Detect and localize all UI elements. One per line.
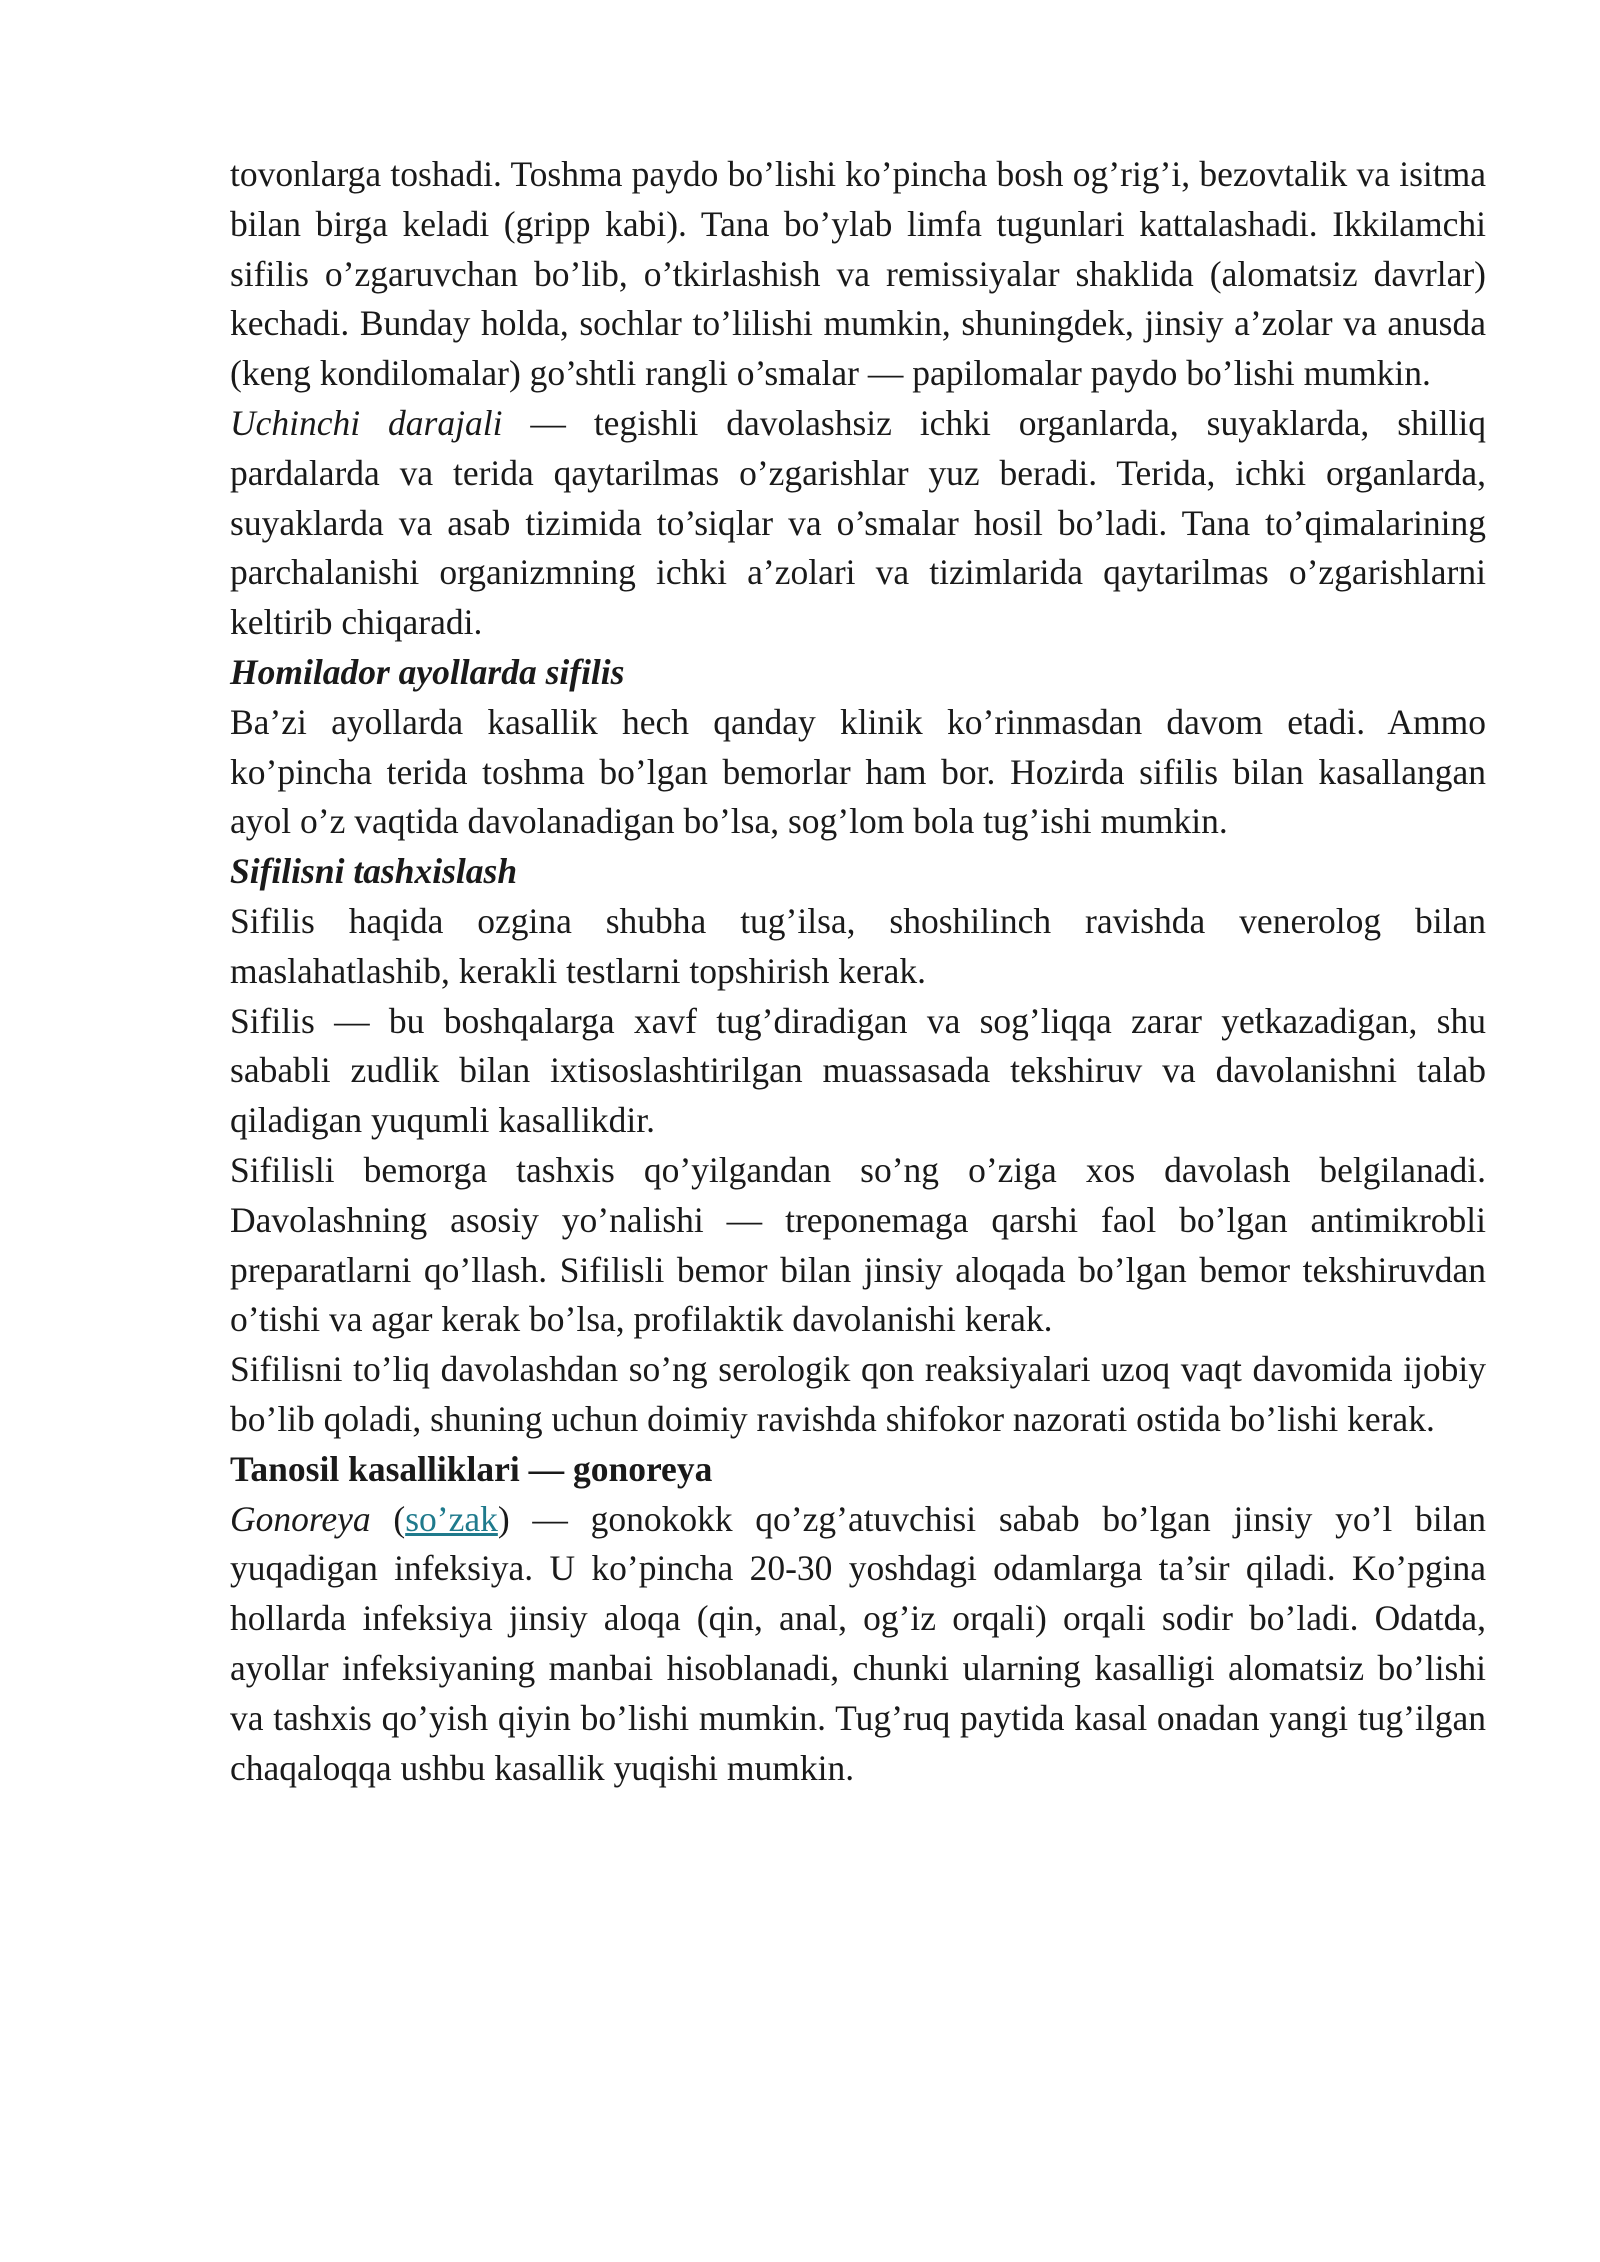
gonorrhea-term: Gonoreya [230,1498,371,1539]
tertiary-stage-text: — tegishli davolashsiz ichki organlarda, suyaklarda, shilliq pardalarda va terida qaytarilmas o’zgarishlar yuz beradi. Terida, ichki organlarda, suyaklarda va asab tizimida to’siqlar va o’smalar hosil bo’ladi. Tana to’qimalarining parchalanishi organizmning ichki a’zolari va tizimlarida qaytarilmas o’zgarishlarni keltirib chiqaradi. [230,402,1487,643]
paragraph-tertiary-syphilis [230,399,1486,648]
paragraph-secondary-syphilis: tovonlarga toshadi. Toshma paydo bo’lishi ko’pincha bosh og’rig’i, bezovtalik va isitma bilan birga keladi (gripp kabi). Tana bo’ylab limfa tugunlari kattalashadi. Ikkilamchi sifilis o’zgaruvchan bo’lib, o’tkirlashish va remissiyalar shaklida (alomatsiz davrlar) kechadi. Bunday holda, sochlar to’lilishi mumkin, shuningdek, jinsiy a’zolar va anusda (keng kondilomalar) go’shtli rangli o’smalar — papilomalar paydo bo’lishi mumkin. [230,154,1486,394]
heading-diagnosis: Sifilisni tashxislash [230,851,518,892]
paragraph-gonorrhea [230,1495,1486,1794]
paragraph-serology: Sifilisni to’liq davolashdan so’ng serologik qon reaksiyalari uzoq vaqt davomida ijobiy bo’lib qoladi, shuning uchun doimiy ravishda shifokor nazorati ostida bo’lishi kerak. [230,1349,1486,1439]
heading-pregnancy-syphilis: Homilador ayollarda sifilis [230,651,625,692]
paragraph-pregnancy: Ba’zi ayollarda kasallik hech qanday klinik ko’rinmasdan davom etadi. Ammo ko’pincha terida toshma bo’lgan bemorlar ham bor. Hozirda sifilis bilan kasallangan ayol o’z vaqtida davolanadigan bo’lsa, sog’lom bola tug’ishi mumkin. [230,701,1486,842]
paragraph-infectious-disease: Sifilis — bu boshqalarga xavf tug’diradigan va sog’liqqa zarar yetkazadigan, shu sababli zudlik bilan ixtisoslashtirilgan muassasada tekshiruv va davolanishni talab qiladigan yuqumli kasallikdir. [230,1000,1486,1141]
tertiary-stage-term: Uchinchi darajali [230,402,503,443]
heading-gonorrhea: Tanosil kasalliklari — gonoreya [230,1448,713,1489]
paragraph-diagnosis-suspicion: Sifilis haqida ozgina shubha tug’ilsa, shoshilinch ravishda venerolog bilan maslahatlashib, kerakli testlarni topshirish kerak. [230,900,1486,991]
sozak-link[interactable]: so’zak [405,1498,498,1539]
paragraph-treatment: Sifilisli bemorga tashxis qo’yilgandan so’ng o’ziga xos davolash belgilanadi. Davolashning asosiy yo’nalishi — treponemaga qarshi faol bo’lgan antimikrobli preparatlarni qo’llash. Sifilisli bemor bilan jinsiy aloqada bo’lgan bemor tekshiruvdan o’tishi va agar kerak bo’lsa, profilaktik davolanishi kerak. [230,1149,1486,1340]
gonorrhea-text: ) — gonokokk qo’zg’atuvchisi sabab bo’lgan jinsiy yo’l bilan yuqadigan infeksiya. U ko’pincha 20-30 yoshdagi odamlarga ta’sir qiladi. Ko’pgina hollarda infeksiya jinsiy aloqa (qin, anal, og’iz orqali) orqali sodir bo’ladi. Odatda, ayollar infeksiyaning manbai hisoblanadi, chunki ularning kasalligi alomatsiz bo’lishi va tashxis qo’yish qiyin bo’lishi mumkin. Tug’ruq paytida kasal onadan yangi tug’ilgan chaqaloqqa ushbu kasallik yuqishi mumkin. [230,1498,1486,1788]
document-page [230,150,1486,1793]
gonorrhea-paren-open: ( [370,1498,406,1539]
